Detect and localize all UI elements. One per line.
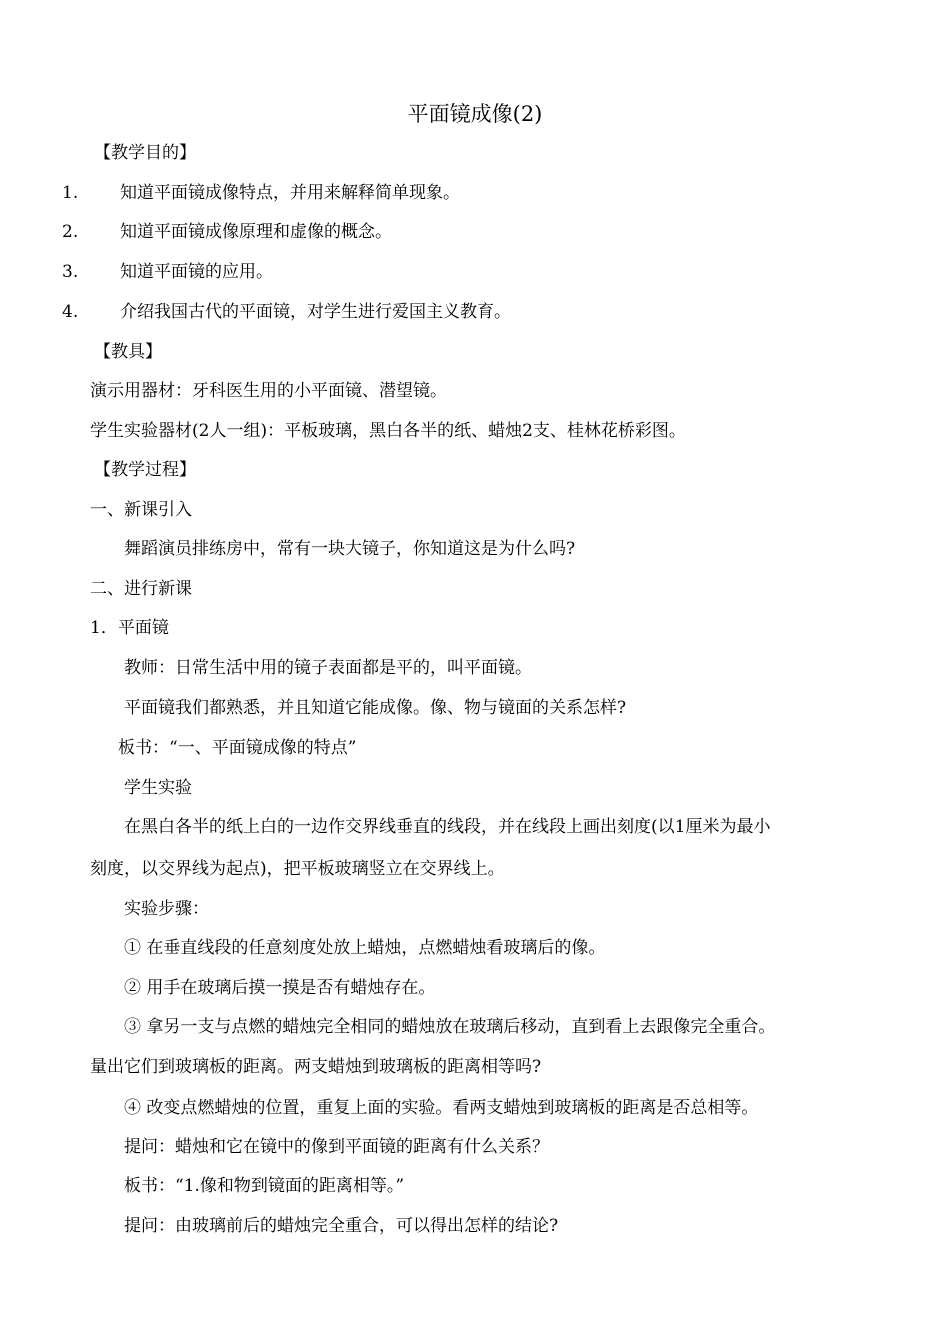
list-number: 3. xyxy=(62,262,79,282)
setup-text-1: 在黑白各半的纸上白的一边作交界线垂直的线段，并在线段上画出刻度(以1厘米为最小 xyxy=(124,817,771,837)
demo-tools: 演示用器材：牙科医生用的小平面镜、潜望镜。 xyxy=(90,381,447,401)
list-number: 2. xyxy=(62,222,79,242)
list-number: 1. xyxy=(62,183,79,203)
student-tools: 学生实验器材(2人一组)：平板玻璃，黑白各半的纸、蜡烛2支、桂林花桥彩图。 xyxy=(90,421,686,441)
step-1: ① 在垂直线段的任意刻度处放上蜡烛，点燃蜡烛看玻璃后的像。 xyxy=(124,938,606,958)
step-2: ② 用手在玻璃后摸一摸是否有蜡烛存在。 xyxy=(124,978,436,998)
sub1-heading: 1．平面镜 xyxy=(90,618,169,638)
question-intro: 平面镜我们都熟悉，并且知道它能成像。像、物与镜面的关系怎样? xyxy=(124,698,627,718)
page-title: 平面镜成像(2) xyxy=(407,102,543,126)
list-text: 知道平面镜成像原理和虚像的概念。 xyxy=(120,222,392,242)
goals-heading: 【教学目的】 xyxy=(94,143,196,163)
question-2: 提问：由玻璃前后的蜡烛完全重合，可以得出怎样的结论? xyxy=(124,1216,559,1236)
tools-heading: 【教具】 xyxy=(94,342,162,362)
process-heading: 【教学过程】 xyxy=(94,460,196,480)
setup-text-2: 刻度，以交界线为起点)，把平板玻璃竖立在交界线上。 xyxy=(90,859,505,879)
part2-heading: 二、进行新课 xyxy=(90,579,192,599)
board-note-2: 板书：“1.像和物到镜面的距离相等。” xyxy=(124,1176,405,1196)
step-3-line-2: 量出它们到玻璃板的距离。两支蜡烛到玻璃板的距离相等吗? xyxy=(90,1057,542,1077)
list-number: 4. xyxy=(62,302,79,322)
steps-heading: 实验步骤： xyxy=(124,899,209,919)
teacher-text: 教师：日常生活中用的镜子表面都是平的，叫平面镜。 xyxy=(124,658,532,678)
list-text: 知道平面镜的应用。 xyxy=(120,262,273,282)
step-3-line-1: ③ 拿另一支与点燃的蜡烛完全相同的蜡烛放在玻璃后移动，直到看上去跟像完全重合。 xyxy=(124,1017,776,1037)
question-1: 提问：蜡烛和它在镜中的像到平面镜的距离有什么关系？ xyxy=(124,1137,549,1157)
list-text: 知道平面镜成像特点，并用来解释简单现象。 xyxy=(120,183,460,203)
step-4: ④ 改变点燃蜡烛的位置，重复上面的实验。看两支蜡烛到玻璃板的距离是否总相等。 xyxy=(124,1098,759,1118)
experiment-label: 学生实验 xyxy=(124,778,192,798)
board-note-1: 板书：“一、平面镜成像的特点” xyxy=(118,738,357,758)
part1-text: 舞蹈演员排练房中，常有一块大镜子，你知道这是为什么吗? xyxy=(124,539,576,559)
part1-heading: 一、新课引入 xyxy=(90,500,192,520)
list-text: 介绍我国古代的平面镜，对学生进行爱国主义教育。 xyxy=(120,302,511,322)
